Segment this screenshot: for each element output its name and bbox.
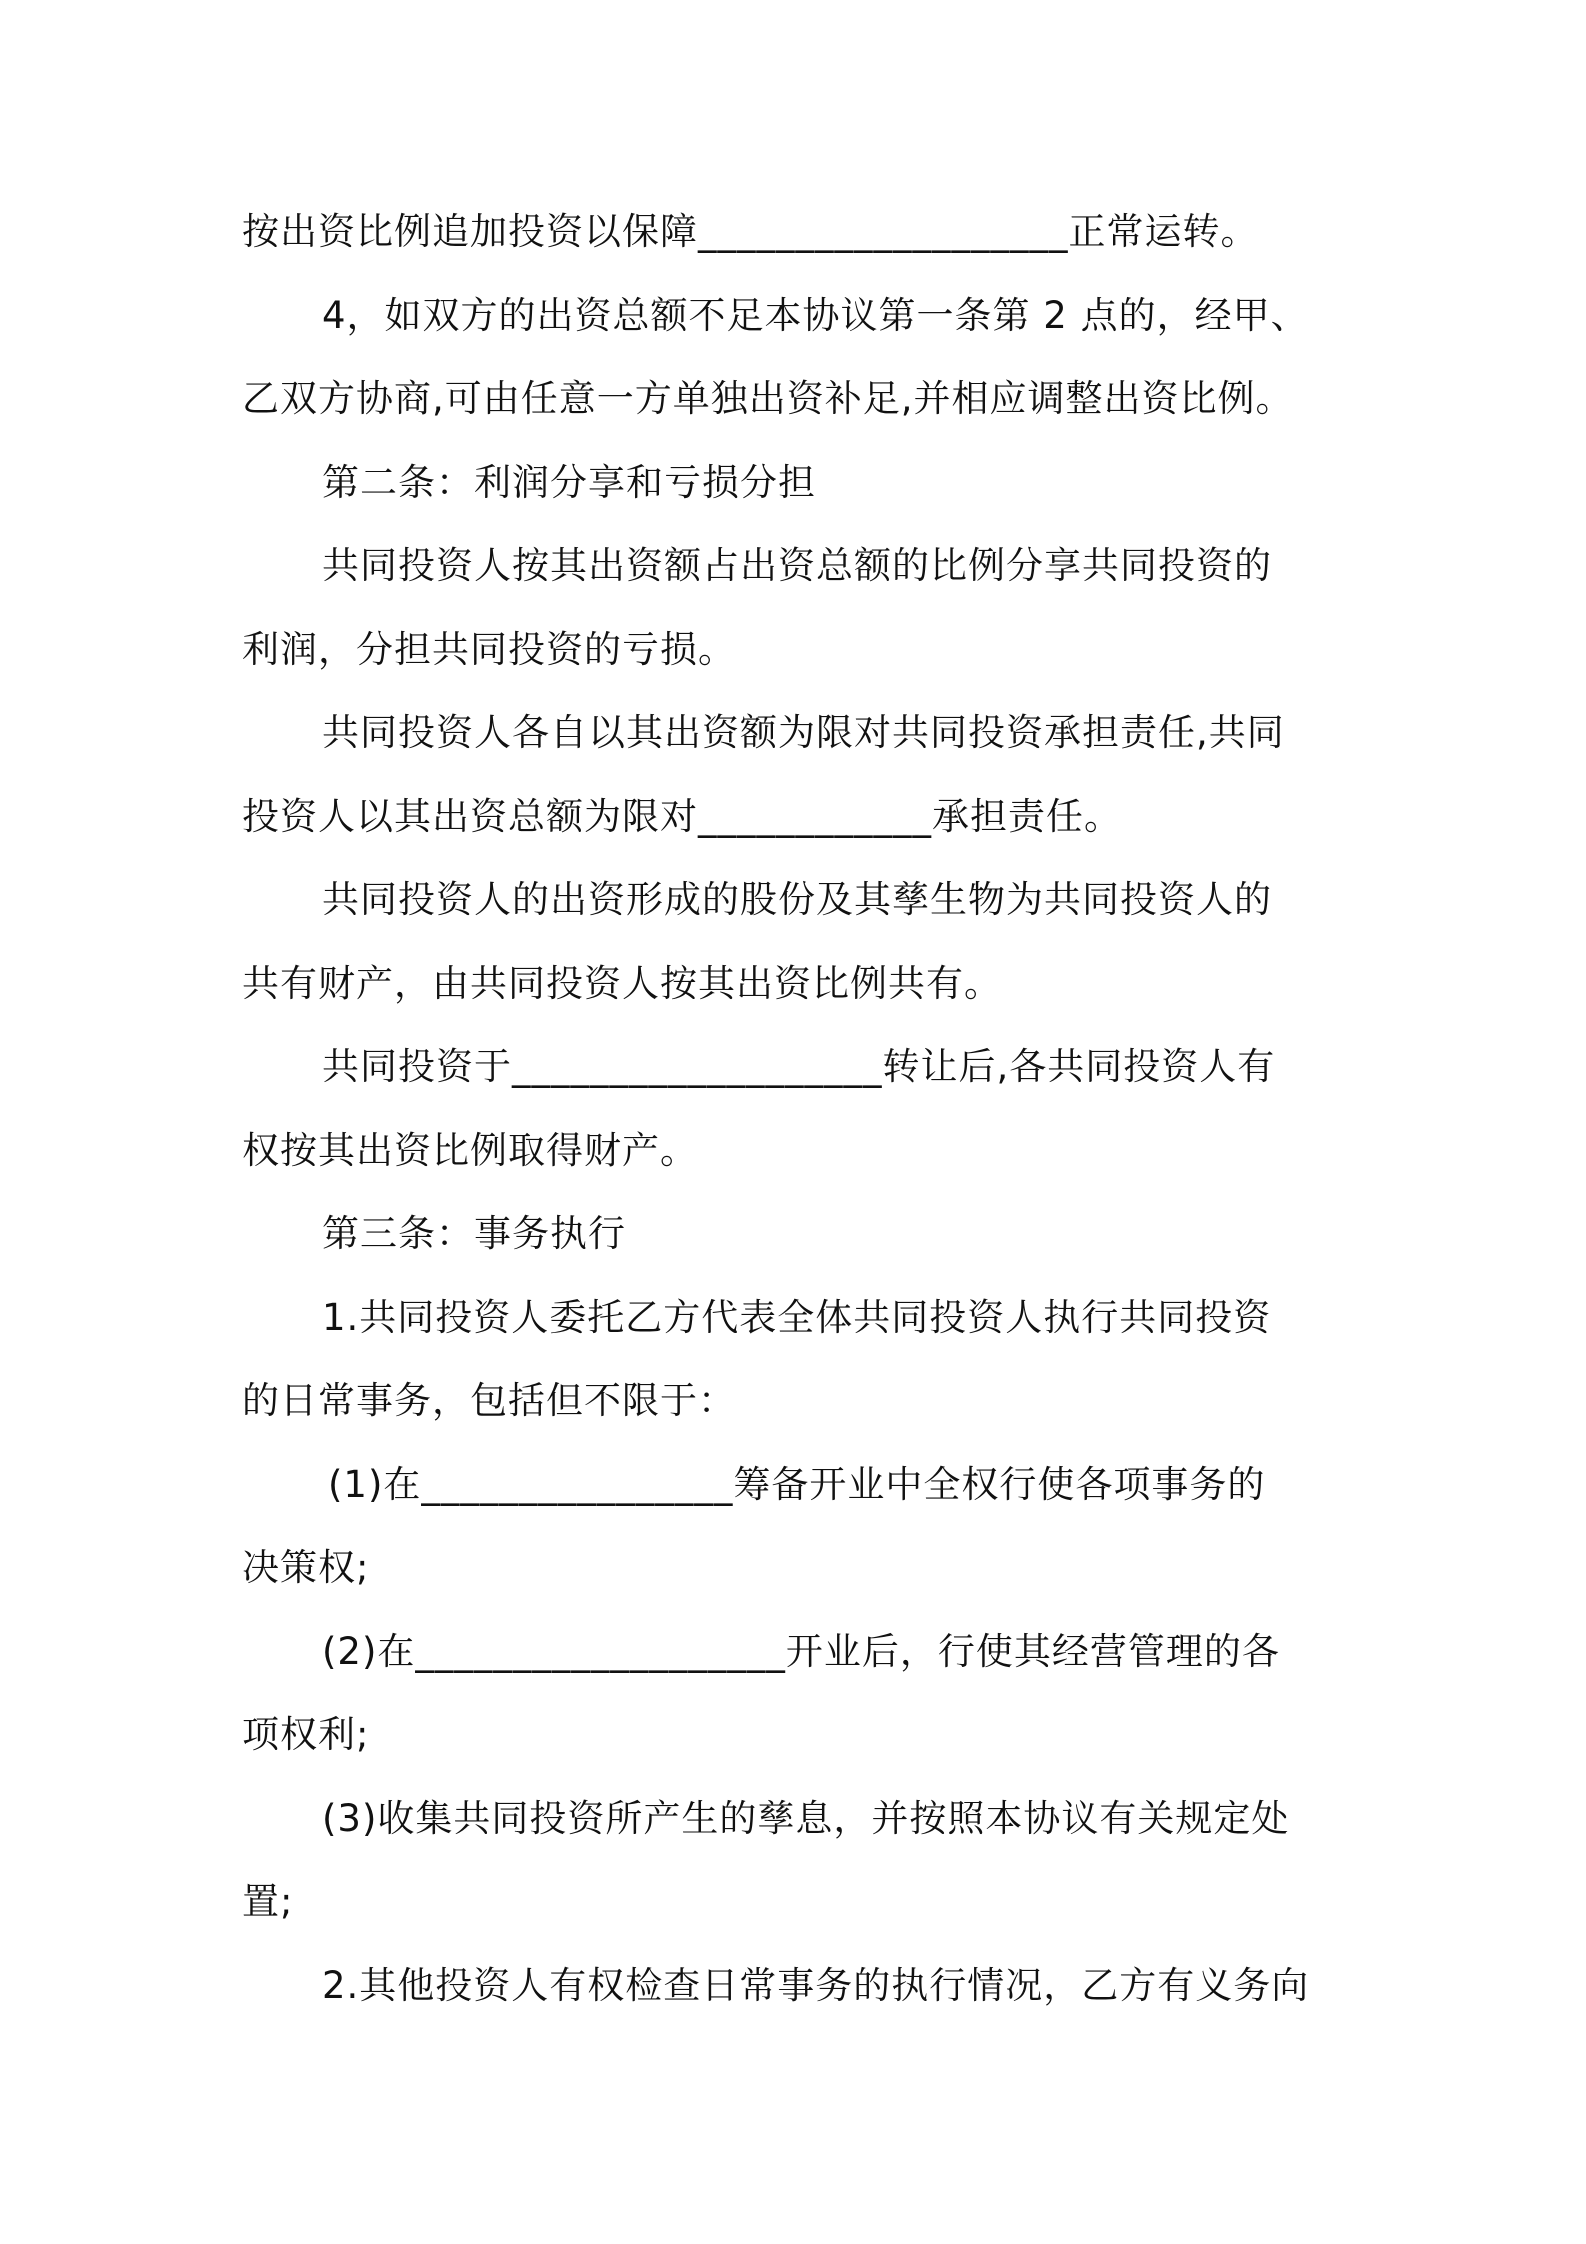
section-heading: 第三条：事务执行 (322, 1212, 626, 1255)
text-line: 项权利; (242, 1713, 370, 1756)
text-line: 共有财产，由共同投资人按其出资比例共有。 (242, 962, 1002, 1005)
text-line: 2.其他投资人有权检查日常事务的执行情况，乙方有义务向 (322, 1964, 1310, 2007)
text-line: 置; (242, 1880, 294, 1923)
text-line: (3)收集共同投资所产生的孳息，并按照本协议有关规定处 (322, 1797, 1290, 1840)
text-line: 共同投资人各自以其出资额为限对共同投资承担责任,共同 (322, 711, 1285, 754)
text-line: (2)在___________________开业后，行使其经营管理的各 (322, 1630, 1280, 1673)
text-line: 利润，分担共同投资的亏损。 (242, 628, 736, 671)
text-line: 1.共同投资人委托乙方代表全体共同投资人执行共同投资 (322, 1296, 1272, 1339)
text-line: 共同投资于___________________转让后,各共同投资人有 (322, 1045, 1276, 1088)
text-line: 权按其出资比例取得财产。 (242, 1129, 698, 1172)
text-line: 决策权; (242, 1546, 370, 1589)
text-line: 的日常事务，包括但不限于： (242, 1379, 736, 1422)
text-line: 乙双方协商,可由任意一方单独出资补足,并相应调整出资比例。 (242, 377, 1294, 420)
text-line: (1)在________________筹备开业中全权行使各项事务的 (328, 1463, 1266, 1506)
text-line: 共同投资人的出资形成的股份及其孳生物为共同投资人的 (322, 878, 1272, 921)
text-line: 共同投资人按其出资额占出资总额的比例分享共同投资的 (322, 544, 1272, 587)
text-line: 4，如双方的出资总额不足本协议第一条第 2 点的，经甲、 (322, 294, 1309, 337)
section-heading: 第二条：利润分享和亏损分担 (322, 461, 816, 504)
text-line: 按出资比例追加投资以保障___________________正常运转。 (242, 210, 1259, 253)
text-line: 投资人以其出资总额为限对____________承担责任。 (242, 795, 1122, 838)
